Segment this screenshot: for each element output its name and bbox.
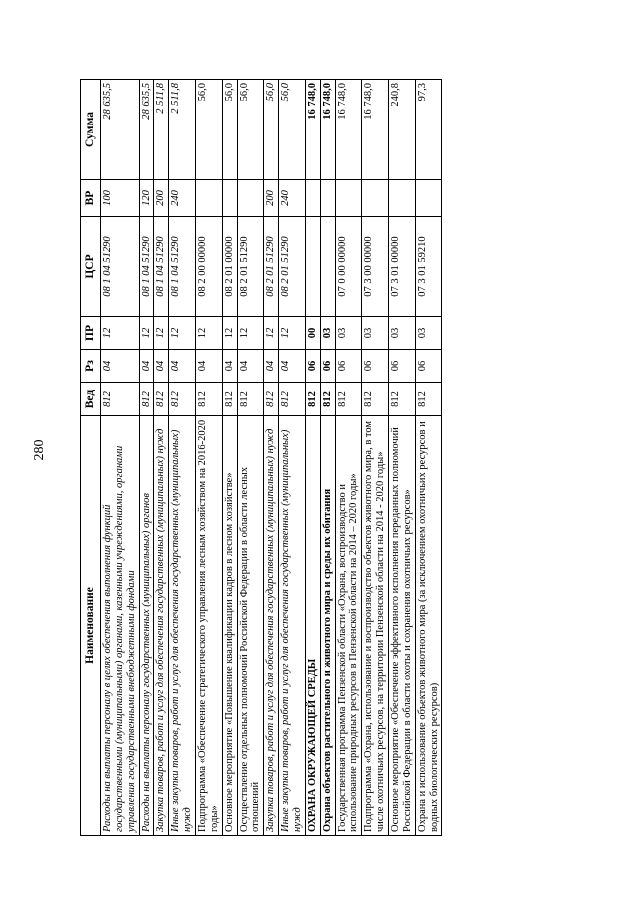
table-row bbox=[305, 80, 320, 836]
cell-rz: 06 bbox=[389, 350, 416, 383]
budget-table bbox=[80, 79, 442, 836]
column-header-rz: Рз bbox=[81, 350, 101, 383]
cell-ved: 812 bbox=[362, 383, 389, 416]
cell-rz: 04 bbox=[264, 350, 279, 383]
table-row bbox=[320, 80, 335, 836]
cell-rz: 04 bbox=[237, 350, 264, 383]
cell-pr: 12 bbox=[279, 317, 306, 350]
cell-ved: 812 bbox=[154, 383, 169, 416]
cell-vr bbox=[196, 180, 223, 217]
cell-sum: 28 635,5 bbox=[139, 80, 154, 180]
cell-name: Подпрограмма «Охрана, использование и воспроизводство объектов животного мира, в том числе охотничьих ресурсов, на территории Пензенской области на 2014 - 2020 годы» bbox=[362, 416, 389, 836]
cell-ved: 812 bbox=[335, 383, 362, 416]
table-header-row bbox=[81, 80, 101, 836]
cell-name: Иные закупки товаров, работ и услуг для обеспечения государственных (муниципальных) нужд bbox=[279, 416, 306, 836]
column-header-ved: Вед bbox=[81, 383, 101, 416]
cell-sum: 2 511,8 bbox=[154, 80, 169, 180]
cell-csr: 08 2 01 00000 bbox=[222, 217, 237, 317]
cell-ved: 812 bbox=[320, 383, 335, 416]
cell-name: ОХРАНА ОКРУЖАЮЩЕЙ СРЕДЫ bbox=[305, 416, 320, 836]
cell-sum: 56,0 bbox=[279, 80, 306, 180]
table-row bbox=[196, 80, 223, 836]
table-row bbox=[279, 80, 306, 836]
cell-csr: 08 1 04 51290 bbox=[100, 217, 139, 317]
cell-sum: 56,0 bbox=[222, 80, 237, 180]
cell-name: Основное мероприятие «Обеспечение эффективного исполнения переданных полномочий Российской Федерации в области охоты и сохранения охотничьих ресурсов» bbox=[389, 416, 416, 836]
cell-sum: 56,0 bbox=[264, 80, 279, 180]
cell-pr: 03 bbox=[335, 317, 362, 350]
table-row bbox=[139, 80, 154, 836]
table-row bbox=[362, 80, 389, 836]
cell-pr: 12 bbox=[100, 317, 139, 350]
cell-vr: 100 bbox=[100, 180, 139, 217]
cell-ved: 812 bbox=[100, 383, 139, 416]
cell-rz: 06 bbox=[335, 350, 362, 383]
cell-csr: 08 1 04 51290 bbox=[139, 217, 154, 317]
cell-vr bbox=[305, 180, 320, 217]
cell-pr: 03 bbox=[389, 317, 416, 350]
cell-pr: 03 bbox=[415, 317, 442, 350]
cell-sum: 97,3 bbox=[415, 80, 442, 180]
cell-sum: 16 748,0 bbox=[320, 80, 335, 180]
cell-csr: 08 2 01 51290 bbox=[264, 217, 279, 317]
table-body bbox=[100, 80, 441, 836]
cell-vr bbox=[222, 180, 237, 217]
cell-sum: 28 635,5 bbox=[100, 80, 139, 180]
table-row bbox=[169, 80, 196, 836]
cell-ved: 812 bbox=[264, 383, 279, 416]
cell-csr: 07 0 00 00000 bbox=[335, 217, 362, 317]
cell-rz: 04 bbox=[279, 350, 306, 383]
cell-vr bbox=[335, 180, 362, 217]
table-row bbox=[237, 80, 264, 836]
cell-vr: 240 bbox=[169, 180, 196, 217]
cell-vr bbox=[320, 180, 335, 217]
table-row bbox=[264, 80, 279, 836]
cell-ved: 812 bbox=[169, 383, 196, 416]
cell-vr: 200 bbox=[154, 180, 169, 217]
cell-ved: 812 bbox=[389, 383, 416, 416]
table-row bbox=[100, 80, 139, 836]
cell-rz: 04 bbox=[222, 350, 237, 383]
cell-vr bbox=[415, 180, 442, 217]
cell-name: Осуществление отдельных полномочий Российской Федерации в области лесных отношений bbox=[237, 416, 264, 836]
cell-name: Охрана и использование объектов животного мира (за исключением охотничьих ресурсов и водных биологических ресурсов) bbox=[415, 416, 442, 836]
column-header-sum: Сумма bbox=[81, 80, 101, 180]
cell-ved: 812 bbox=[196, 383, 223, 416]
cell-sum: 240,8 bbox=[389, 80, 416, 180]
table-row bbox=[154, 80, 169, 836]
column-header-name: Наименование bbox=[81, 416, 101, 836]
table-row bbox=[415, 80, 442, 836]
cell-sum: 16 748,0 bbox=[335, 80, 362, 180]
cell-sum: 16 748,0 bbox=[305, 80, 320, 180]
cell-sum: 56,0 bbox=[237, 80, 264, 180]
cell-csr: 08 2 01 51290 bbox=[237, 217, 264, 317]
cell-ved: 812 bbox=[237, 383, 264, 416]
cell-pr: 12 bbox=[196, 317, 223, 350]
cell-rz: 04 bbox=[100, 350, 139, 383]
cell-name: Закупка товаров, работ и услуг для обеспечения государственных (муниципальных) нужд bbox=[154, 416, 169, 836]
cell-ved: 812 bbox=[415, 383, 442, 416]
cell-pr: 12 bbox=[264, 317, 279, 350]
cell-vr: 120 bbox=[139, 180, 154, 217]
cell-ved: 812 bbox=[279, 383, 306, 416]
cell-pr: 12 bbox=[154, 317, 169, 350]
cell-csr: 08 2 00 00000 bbox=[196, 217, 223, 317]
cell-pr: 00 bbox=[305, 317, 320, 350]
column-header-csr: ЦСР bbox=[81, 217, 101, 317]
cell-rz: 04 bbox=[139, 350, 154, 383]
cell-pr: 12 bbox=[169, 317, 196, 350]
cell-name: Охрана объектов растительного и животного мира и среды их обитания bbox=[320, 416, 335, 836]
cell-rz: 06 bbox=[415, 350, 442, 383]
table-row bbox=[389, 80, 416, 836]
cell-csr: 08 1 04 51290 bbox=[154, 217, 169, 317]
cell-ved: 812 bbox=[139, 383, 154, 416]
cell-pr: 12 bbox=[139, 317, 154, 350]
cell-rz: 04 bbox=[154, 350, 169, 383]
cell-name: Закупка товаров, работ и услуг для обеспечения государственных (муниципальных) нужд bbox=[264, 416, 279, 836]
cell-pr: 03 bbox=[320, 317, 335, 350]
cell-csr: 07 3 00 00000 bbox=[362, 217, 389, 317]
cell-name: Основное мероприятие «Повышение квалификации кадров в лесном хозяйстве» bbox=[222, 416, 237, 836]
cell-rz: 06 bbox=[320, 350, 335, 383]
cell-vr bbox=[362, 180, 389, 217]
cell-rz: 04 bbox=[196, 350, 223, 383]
cell-csr: 07 3 01 59210 bbox=[415, 217, 442, 317]
cell-vr bbox=[389, 180, 416, 217]
cell-rz: 04 bbox=[169, 350, 196, 383]
cell-name: Государственная программа Пензенской области «Охрана, воспроизводство и использование природных ресурсов в Пензенской области на 2014 – 2020 годы» bbox=[335, 416, 362, 836]
rotated-page-content bbox=[80, 80, 564, 836]
cell-ved: 812 bbox=[222, 383, 237, 416]
cell-vr: 200 bbox=[264, 180, 279, 217]
cell-name: Расходы на выплаты персоналу государственных (муниципальных) органов bbox=[139, 416, 154, 836]
cell-sum: 2 511,8 bbox=[169, 80, 196, 180]
column-header-vr: ВР bbox=[81, 180, 101, 217]
cell-csr bbox=[305, 217, 320, 317]
cell-pr: 03 bbox=[362, 317, 389, 350]
column-header-pr: ПР bbox=[81, 317, 101, 350]
cell-csr bbox=[320, 217, 335, 317]
table-row bbox=[222, 80, 237, 836]
cell-ved: 812 bbox=[305, 383, 320, 416]
cell-pr: 12 bbox=[222, 317, 237, 350]
cell-rz: 06 bbox=[362, 350, 389, 383]
cell-pr: 12 bbox=[237, 317, 264, 350]
cell-sum: 16 748,0 bbox=[362, 80, 389, 180]
cell-csr: 08 1 04 51290 bbox=[169, 217, 196, 317]
cell-vr: 240 bbox=[279, 180, 306, 217]
cell-name: Расходы на выплаты персоналу в целях обеспечения выполнения функций государственными (муниципальными) органами, казенными учреждениями, органами управления государственными внебюджетными фондами bbox=[100, 416, 139, 836]
cell-name: Подпрограмма «Обеспечение стратегического управления лесным хозяйством на 2016-2020 годы» bbox=[196, 416, 223, 836]
cell-sum: 56,0 bbox=[196, 80, 223, 180]
cell-name: Иные закупки товаров, работ и услуг для обеспечения государственных (муниципальных) нужд bbox=[169, 416, 196, 836]
table-row bbox=[335, 80, 362, 836]
cell-vr bbox=[237, 180, 264, 217]
cell-csr: 08 2 01 51290 bbox=[279, 217, 306, 317]
cell-rz: 06 bbox=[305, 350, 320, 383]
cell-csr: 07 3 01 00000 bbox=[389, 217, 416, 317]
page-number: 280 bbox=[32, 439, 47, 461]
